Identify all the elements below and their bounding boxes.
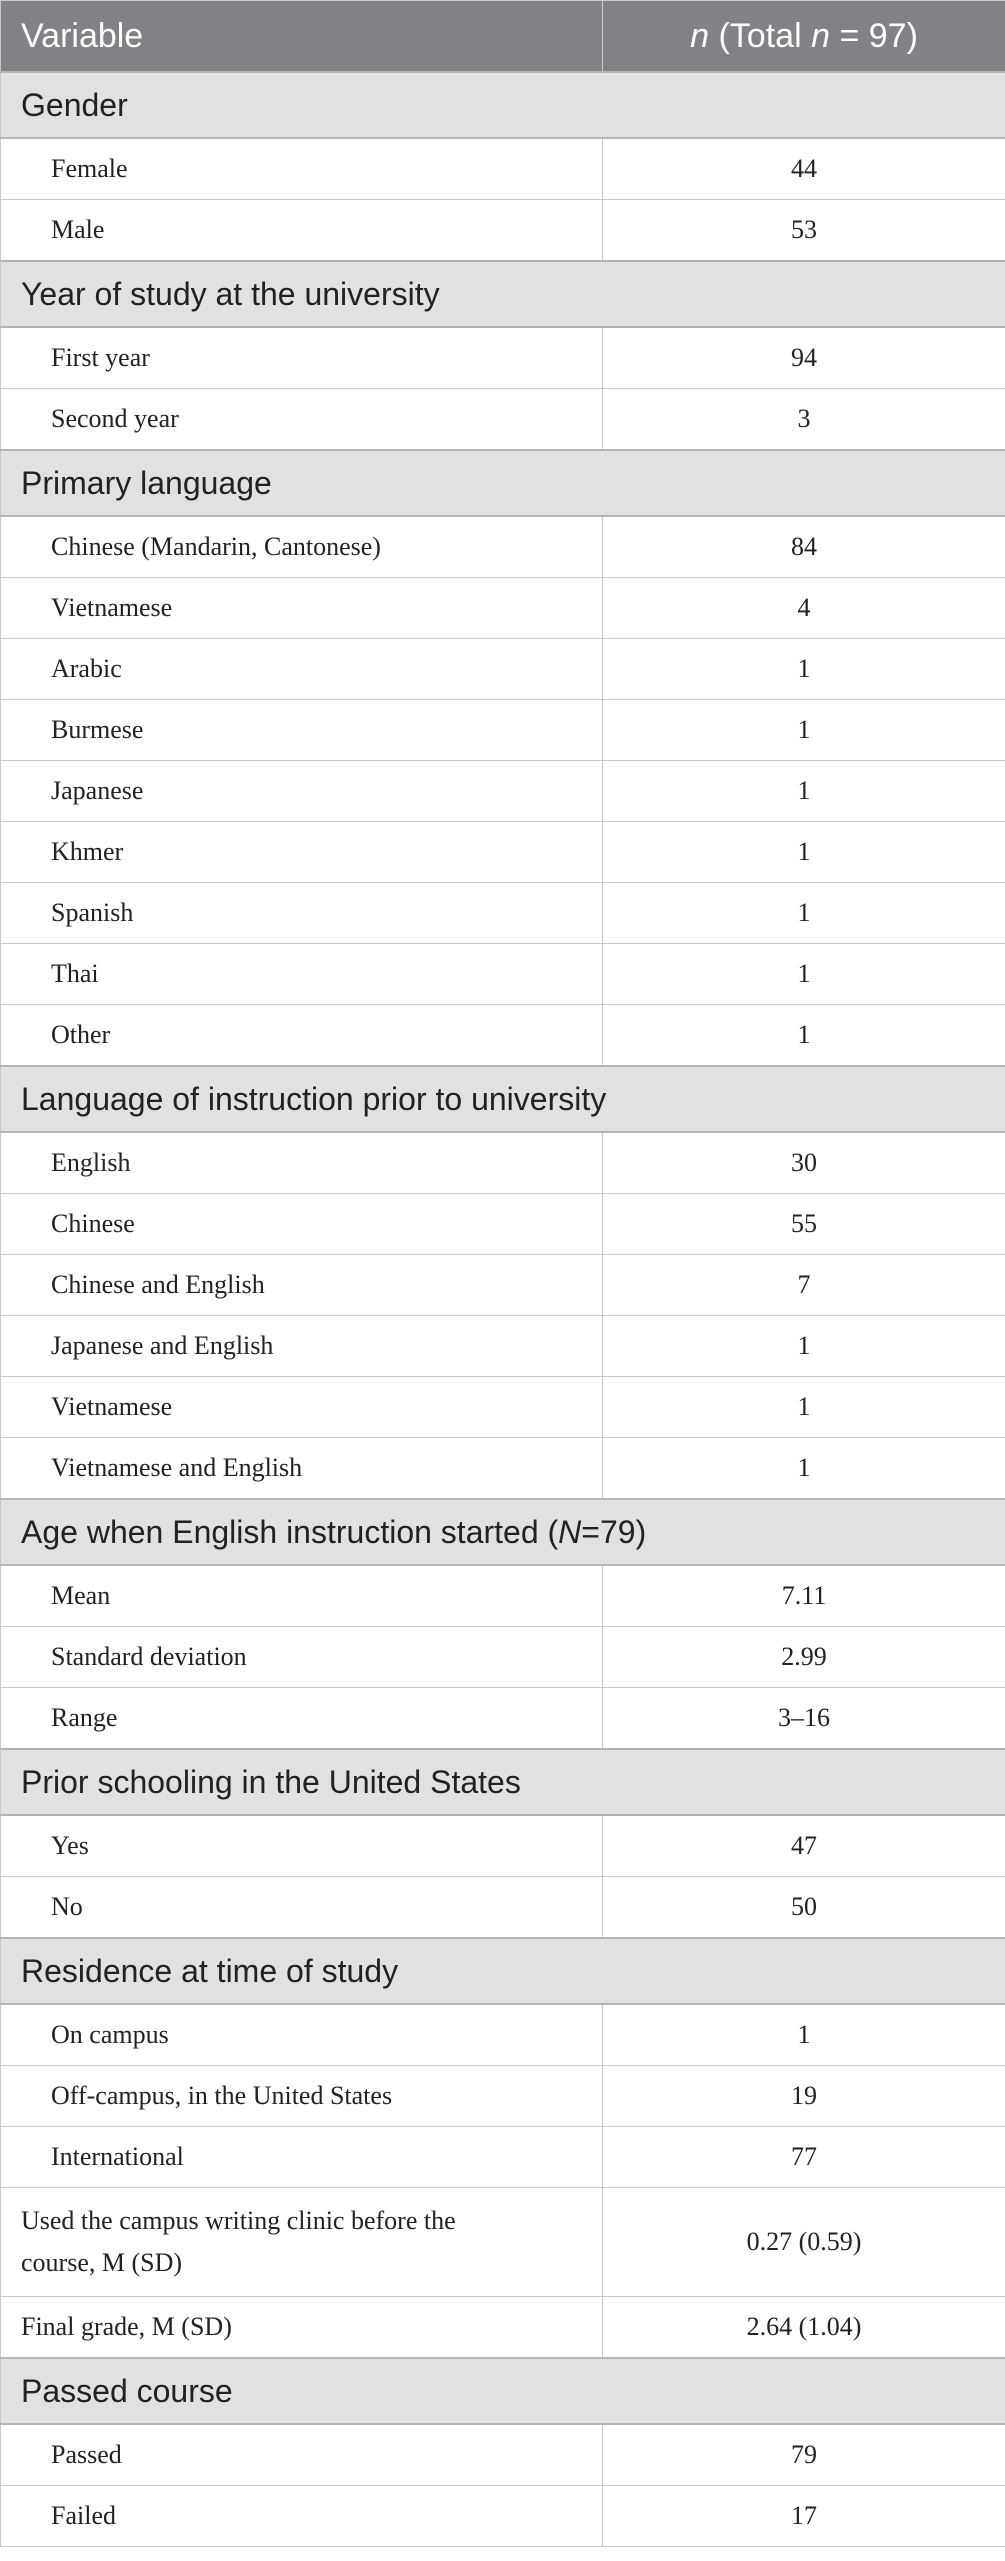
row-label: Yes bbox=[1, 1815, 603, 1877]
table-row bbox=[1, 2004, 1005, 2066]
row-label: English bbox=[1, 1132, 603, 1194]
row-value: 1 bbox=[603, 883, 1005, 944]
row-value: 2.99 bbox=[603, 1627, 1005, 1688]
table-row bbox=[1, 1255, 1005, 1316]
row-value: 19 bbox=[603, 2066, 1005, 2127]
row-label: Khmer bbox=[1, 822, 603, 883]
row-label: Arabic bbox=[1, 639, 603, 700]
row-label: No bbox=[1, 1877, 603, 1939]
row-value: 53 bbox=[603, 200, 1005, 262]
row-label: Chinese and English bbox=[1, 1255, 603, 1316]
row-label-line2: course, M (SD) bbox=[21, 2248, 183, 2277]
section-title-prefix: Age when English instruction started ( bbox=[21, 1513, 559, 1550]
row-value: 17 bbox=[603, 2486, 1005, 2547]
table-row bbox=[1, 578, 1005, 639]
table-row bbox=[1, 516, 1005, 578]
table-row bbox=[1, 639, 1005, 700]
row-label: On campus bbox=[1, 2004, 603, 2066]
row-label: Standard deviation bbox=[1, 1627, 603, 1688]
row-value: 1 bbox=[603, 944, 1005, 1005]
row-value: 1 bbox=[603, 761, 1005, 822]
row-value: 2.64 (1.04) bbox=[603, 2297, 1005, 2359]
section-header-primary-language bbox=[1, 450, 1005, 516]
row-value: 1 bbox=[603, 700, 1005, 761]
row-label: Chinese (Mandarin, Cantonese) bbox=[1, 516, 603, 578]
section-header-passed-course bbox=[1, 2358, 1005, 2424]
section-title: Gender bbox=[1, 72, 1005, 138]
row-label: Vietnamese bbox=[1, 578, 603, 639]
section-header-year-of-study bbox=[1, 261, 1005, 327]
row-label: Japanese and English bbox=[1, 1316, 603, 1377]
row-value: 7.11 bbox=[603, 1565, 1005, 1627]
table-row bbox=[1, 822, 1005, 883]
section-header-language-of-instruction bbox=[1, 1066, 1005, 1132]
row-label: First year bbox=[1, 327, 603, 389]
header-n-total bbox=[603, 1, 1005, 73]
row-label: Failed bbox=[1, 2486, 603, 2547]
table-row bbox=[1, 1688, 1005, 1750]
row-label: Vietnamese bbox=[1, 1377, 603, 1438]
table-row bbox=[1, 1316, 1005, 1377]
row-value: 1 bbox=[603, 1377, 1005, 1438]
row-value: 30 bbox=[603, 1132, 1005, 1194]
row-label-line1: Used the campus writing clinic before the bbox=[21, 2206, 456, 2235]
table-row bbox=[1, 327, 1005, 389]
section-header-prior-schooling bbox=[1, 1749, 1005, 1815]
row-value: 1 bbox=[603, 1005, 1005, 1067]
table-row bbox=[1, 1877, 1005, 1939]
section-header-residence bbox=[1, 1938, 1005, 2004]
table-row bbox=[1, 944, 1005, 1005]
row-label: Chinese bbox=[1, 1194, 603, 1255]
table-row bbox=[1, 138, 1005, 200]
table-row bbox=[1, 1627, 1005, 1688]
table-row-writing-clinic bbox=[1, 2188, 1005, 2297]
section-title-suffix: =79) bbox=[581, 1513, 647, 1550]
row-label: Female bbox=[1, 138, 603, 200]
table-row bbox=[1, 1377, 1005, 1438]
section-title: Language of instruction prior to university bbox=[1, 1066, 1005, 1132]
section-title: Residence at time of study bbox=[1, 1938, 1005, 2004]
header-total-suffix: = 97) bbox=[830, 16, 918, 55]
row-value: 84 bbox=[603, 516, 1005, 578]
header-n: n bbox=[690, 16, 710, 55]
row-value: 0.27 (0.59) bbox=[603, 2188, 1005, 2297]
row-value: 3–16 bbox=[603, 1688, 1005, 1750]
row-label: International bbox=[1, 2127, 603, 2188]
row-value: 44 bbox=[603, 138, 1005, 200]
row-label: Male bbox=[1, 200, 603, 262]
row-value: 77 bbox=[603, 2127, 1005, 2188]
section-title bbox=[1, 1499, 1005, 1565]
section-header-age-english-started bbox=[1, 1499, 1005, 1565]
section-title: Prior schooling in the United States bbox=[1, 1749, 1005, 1815]
section-title: Year of study at the university bbox=[1, 261, 1005, 327]
row-label: Vietnamese and English bbox=[1, 1438, 603, 1500]
row-value: 79 bbox=[603, 2424, 1005, 2486]
row-value: 3 bbox=[603, 389, 1005, 451]
row-value: 1 bbox=[603, 822, 1005, 883]
row-value: 4 bbox=[603, 578, 1005, 639]
table-row bbox=[1, 2424, 1005, 2486]
row-label: Spanish bbox=[1, 883, 603, 944]
row-value: 1 bbox=[603, 1316, 1005, 1377]
header-total-n: n bbox=[811, 16, 830, 55]
row-value: 50 bbox=[603, 1877, 1005, 1939]
row-value: 47 bbox=[603, 1815, 1005, 1877]
table-row bbox=[1, 1005, 1005, 1067]
row-label: Burmese bbox=[1, 700, 603, 761]
table-row bbox=[1, 761, 1005, 822]
table-row bbox=[1, 200, 1005, 262]
row-label: Range bbox=[1, 1688, 603, 1750]
table-row bbox=[1, 700, 1005, 761]
row-label: Final grade, M (SD) bbox=[1, 2297, 603, 2359]
table-row bbox=[1, 1438, 1005, 1500]
row-label: Thai bbox=[1, 944, 603, 1005]
table-row bbox=[1, 1132, 1005, 1194]
section-header-gender bbox=[1, 72, 1005, 138]
table-row bbox=[1, 1815, 1005, 1877]
row-value: 7 bbox=[603, 1255, 1005, 1316]
table-row bbox=[1, 2066, 1005, 2127]
table-row bbox=[1, 1194, 1005, 1255]
table-row-final-grade bbox=[1, 2297, 1005, 2359]
section-title-n: N bbox=[558, 1513, 582, 1550]
row-value: 1 bbox=[603, 2004, 1005, 2066]
table-row bbox=[1, 2486, 1005, 2547]
header-total-prefix: (Total bbox=[718, 16, 812, 55]
row-value: 1 bbox=[603, 1438, 1005, 1500]
section-title: Passed course bbox=[1, 2358, 1005, 2424]
row-label bbox=[1, 2188, 603, 2297]
header-variable: Variable bbox=[1, 1, 603, 73]
row-label: Japanese bbox=[1, 761, 603, 822]
row-value: 94 bbox=[603, 327, 1005, 389]
table-row bbox=[1, 1565, 1005, 1627]
row-value: 55 bbox=[603, 1194, 1005, 1255]
section-title: Primary language bbox=[1, 450, 1005, 516]
table-row bbox=[1, 2127, 1005, 2188]
row-label: Off-campus, in the United States bbox=[1, 2066, 603, 2127]
row-label: Other bbox=[1, 1005, 603, 1067]
row-label: Mean bbox=[1, 1565, 603, 1627]
row-label: Second year bbox=[1, 389, 603, 451]
table-row bbox=[1, 883, 1005, 944]
row-value: 1 bbox=[603, 639, 1005, 700]
table-row bbox=[1, 389, 1005, 451]
header-row bbox=[1, 1, 1005, 73]
row-label: Passed bbox=[1, 2424, 603, 2486]
